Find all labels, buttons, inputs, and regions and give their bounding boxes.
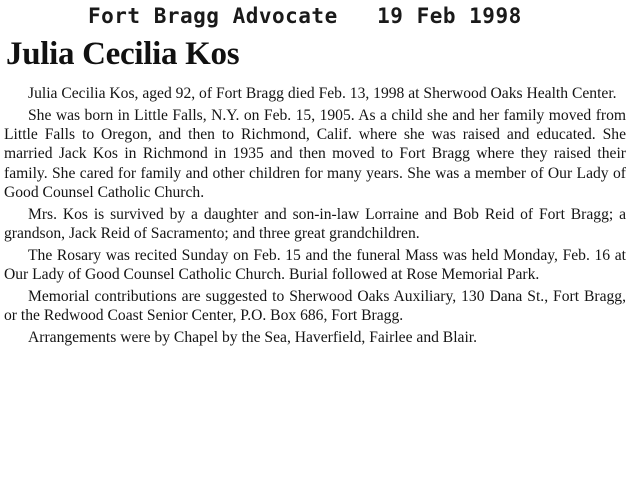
publication-date: 19 Feb 1998 — [377, 4, 522, 28]
obituary-body — [4, 84, 626, 350]
paragraph-survivors: Mrs. Kos is survived by a daughter and son-in-law Lorraine and Bob Reid of Fort Bragg; a grandson, Jack Reid of Sacramento; and three great grandchildren. — [4, 205, 626, 243]
paragraph-biography: She was born in Little Falls, N.Y. on Feb. 15, 1905. As a child she and her family moved from Little Falls to Oregon, and then to Richmond, Calif. where she was raised and educated. She married Jack Kos in Richmond in 1935 and then moved to Fort Bragg where they raised their family. She cared for family and other children for many years. She was a member of Our Lady of Good Counsel Catholic Church. — [4, 106, 626, 201]
paragraph-memorial-contributions: Memorial contributions are suggested to Sherwood Oaks Auxiliary, 130 Dana St., Fort Bragg, or the Redwood Coast Senior Center, P.O. Box 686, Fort Bragg. — [4, 287, 626, 325]
source-line — [88, 4, 522, 28]
obituary-headline: Julia Cecilia Kos — [6, 36, 240, 72]
publication-name: Fort Bragg Advocate — [88, 4, 338, 28]
paragraph-arrangements: Arrangements were by Chapel by the Sea, Haverfield, Fairlee and Blair. — [28, 329, 478, 347]
paragraph-services: The Rosary was recited Sunday on Feb. 15 and the funeral Mass was held Monday, Feb. 16 at Our Lady of Good Counsel Catholic Church. Burial followed at Rose Memorial Park. — [4, 246, 626, 284]
paragraph-death-notice: Julia Cecilia Kos, aged 92, of Fort Bragg died Feb. 13, 1998 at Sherwood Oaks Health Center. — [28, 85, 617, 102]
